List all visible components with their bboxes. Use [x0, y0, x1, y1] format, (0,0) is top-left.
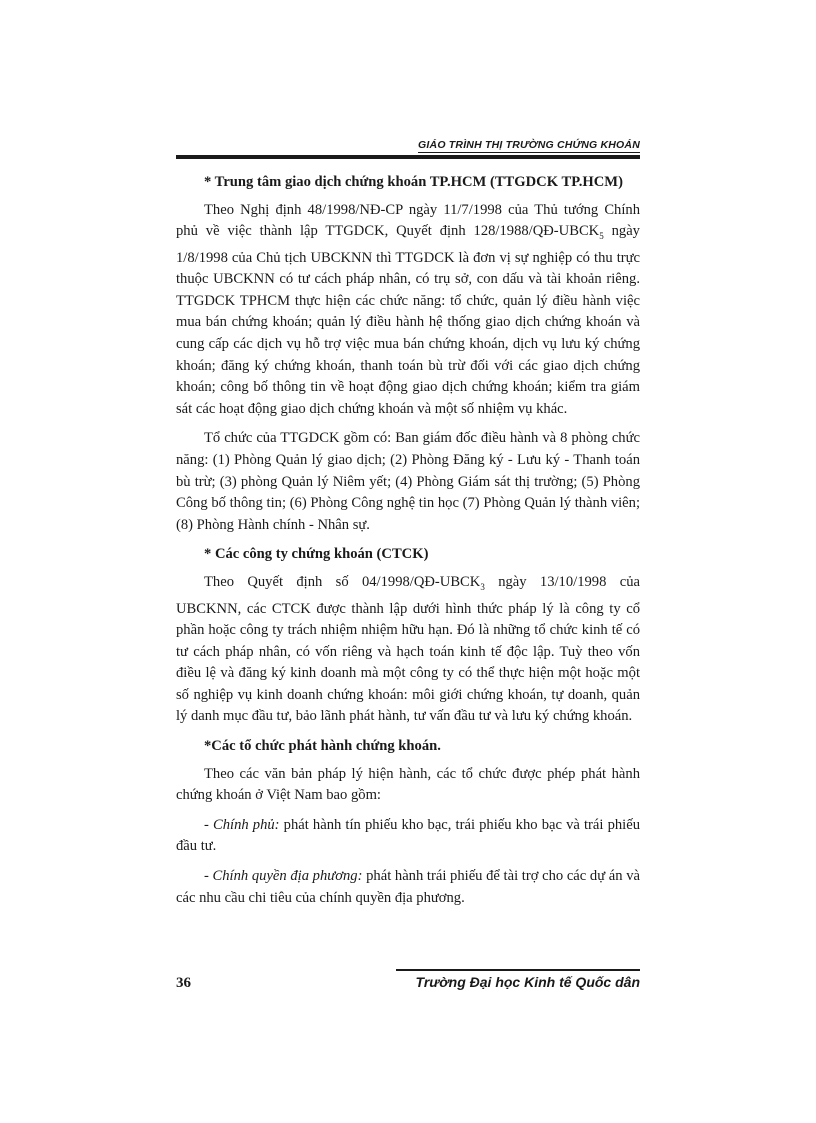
paragraph-ttgdck-functions	[176, 200, 640, 421]
page-body	[176, 172, 640, 909]
paragraph-text: Theo Nghị định 48/1998/NĐ-CP ngày 11/7/1998 của Thủ tướng Chính phủ về việc thành lập TTGDCK, Quyết định 128/1988/QĐ-UBCK	[176, 201, 640, 240]
list-item-text: phát hành trái phiếu để tài trợ cho các dự án và các nhu cầu chi tiêu của chính quyền địa phương.	[176, 868, 640, 906]
section-heading-ttgdck: * Trung tâm giao dịch chứng khoán TP.HCM (TTGDCK TP.HCM)	[204, 174, 623, 190]
paragraph-text: Theo Quyết định số 04/1998/QĐ-UBCK	[204, 574, 481, 590]
section-heading-ctck: * Các công ty chứng khoán (CTCK)	[204, 546, 429, 563]
paragraph-text: ngày 1/8/1998 của Chủ tịch UBCKNN thì TTGDCK là đơn vị sự nghiệp có thu trực thuộc UBCKNN có tư cách pháp nhân, có trụ sở, con dấu và tài khoản riêng. TTGDCK TPHCM thực hiện các chức năng: tổ chức, quản lý điều hành việc mua bán chứng khoán; quản lý điều hành hệ thống giao dịch chứng khoán và cung cấp các dịch vụ hỗ trợ việc mua bán chứng khoán, dịch vụ lưu ký chứng khoán; đăng ký chứng khoán, thanh toán bù trừ đối với các giao dịch chứng khoán; công bố thông tin về hoạt động giao dịch chứng khoán; kiểm tra giám sát các hoạt động giao dịch chứng khoán và một số nhiệm vụ khác.	[176, 223, 640, 417]
list-item-local-government	[176, 866, 640, 909]
footer-rule	[396, 969, 640, 971]
list-item-text: phát hành tín phiếu kho bạc, trái phiếu kho bạc và trái phiếu đầu tư.	[176, 816, 640, 855]
subscript: 3	[480, 581, 485, 592]
paragraph-issuers-intro: Theo các văn bản pháp lý hiện hành, các tổ chức được phép phát hành chứng khoán ở Việt Nam bao gồm:	[176, 765, 640, 804]
list-item-label: - Chính quyền địa phương:	[204, 868, 363, 885]
header-rule-thin	[418, 152, 640, 153]
running-header-title: GIÁO TRÌNH THỊ TRƯỜNG CHỨNG KHOÁN	[418, 139, 640, 151]
paragraph-ttgdck-organization: Tổ chức của TTGDCK gồm có: Ban giám đốc điều hành và 8 phòng chức năng: (1) Phòng Quản lý giao dịch; (2) Phòng Đăng ký - Lưu ký - Thanh toán bù trừ; (3) phòng Quản lý Niêm yết; (4) Phòng Giám sát thị trường; (5) Phòng Công bố thông tin; (6) Phòng Công nghệ tin học (7) Phòng Quản lý thành viên; (8) Phòng Hành chính - Nhân sự.	[176, 430, 640, 533]
paragraph-text: ngày 13/10/1998 của UBCKNN, các CTCK được thành lập dưới hình thức pháp lý là công ty cổ phần hoặc công ty trách nhiệm nhiệm hữu hạn. Đó là những tổ chức kinh tế có tư cách pháp nhân, có vốn riêng và hạch toán kinh tế độc lập. Tuỳ theo vốn điều lệ và đăng ký kinh doanh mà một công ty có thể thực hiện một hoặc một số nghiệp vụ kinh doanh chứng khoán: môi giới chứng khoán, tự doanh, quản lý danh mục đầu tư, bảo lãnh phát hành, tư vấn đầu tư và lưu ký chứng khoán.	[176, 574, 640, 725]
subscript: 5	[599, 231, 604, 242]
paragraph-ctck	[176, 572, 640, 728]
page-number: 36	[176, 975, 191, 991]
section-heading-issuers: *Các tổ chức phát hành chứng khoán.	[204, 738, 441, 755]
list-item-label: - Chính phủ:	[204, 816, 280, 833]
list-item-government	[176, 815, 640, 858]
footer-school-name: Trường Đại học Kinh tế Quốc dân	[415, 974, 640, 990]
header-rule-thick	[176, 155, 640, 159]
